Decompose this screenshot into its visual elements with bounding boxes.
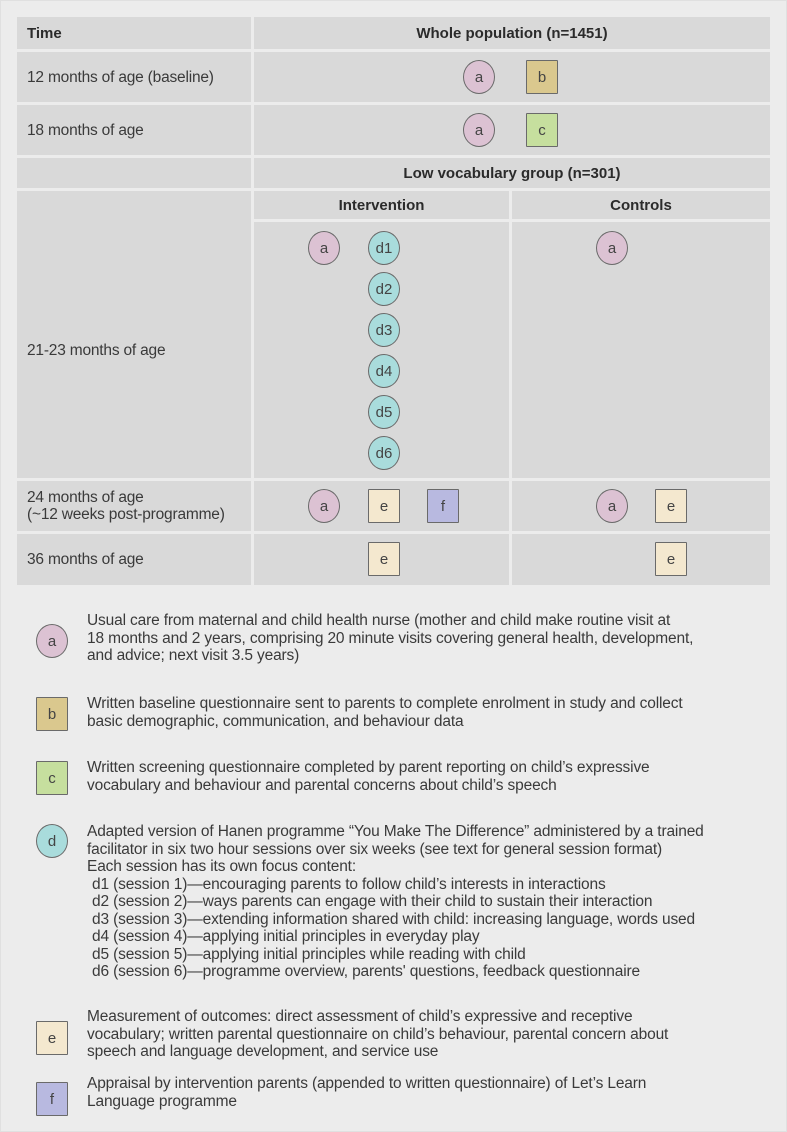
legend-a-circle-icon: a bbox=[36, 624, 68, 658]
legend-line: Written baseline questionnaire sent to parents to complete enrolment in study and collect bbox=[87, 695, 683, 712]
row-18-months-cell bbox=[254, 105, 770, 155]
row-24-controls-cell bbox=[512, 481, 770, 531]
legend-line: and advice; next visit 3.5 years) bbox=[87, 647, 300, 664]
mark-a-usual-care: a bbox=[463, 60, 495, 94]
session-d3: d3 (session 3)—extending information shared with child: increasing language, words used bbox=[92, 910, 695, 928]
row-label-24-months bbox=[17, 481, 251, 531]
header-intervention: Intervention bbox=[254, 191, 509, 219]
mark-e-outcome-measurement: e bbox=[655, 489, 687, 523]
row-label-21-23-months: 21-23 months of age bbox=[27, 341, 166, 359]
row-12-months-cell bbox=[254, 52, 770, 102]
session-list bbox=[92, 876, 704, 981]
header-low-vocab-group: Low vocabulary group (n=301) bbox=[254, 158, 770, 188]
legend-line: Language programme bbox=[87, 1092, 237, 1110]
mark-a-usual-care: a bbox=[596, 231, 628, 265]
legend-f-square-icon: f bbox=[36, 1082, 68, 1116]
row-label-12-months: 12 months of age (baseline) bbox=[17, 52, 251, 102]
legend-b-text bbox=[87, 695, 683, 730]
mark-a-usual-care: a bbox=[463, 113, 495, 147]
mark-a-usual-care: a bbox=[308, 231, 340, 265]
header-whole-population: Whole population (n=1451) bbox=[254, 17, 770, 49]
mark-a-usual-care: a bbox=[308, 489, 340, 523]
mark-c-screening-questionnaire: c bbox=[526, 113, 558, 147]
session-d6: d6 (session 6)—programme overview, parents' questions, feedback questionnaire bbox=[92, 963, 640, 980]
legend-line: facilitator in six two hour sessions over six weeks (see text for general session format) bbox=[87, 840, 663, 858]
header-time: Time bbox=[17, 17, 251, 49]
legend-line: vocabulary; written parental questionnaire on child’s behaviour, parental concern about bbox=[87, 1025, 669, 1043]
mark-e-outcome-measurement: e bbox=[655, 542, 687, 576]
legend-f-text bbox=[87, 1075, 646, 1110]
mark-d2-session: d2 bbox=[368, 272, 400, 306]
legend-line: Written screening questionnaire completed by parent reporting on child’s expressive bbox=[87, 759, 650, 776]
legend-d-circle-icon: d bbox=[36, 824, 68, 858]
legend-line: Adapted version of Hanen programme “You Make The Difference” administered by a trained bbox=[87, 823, 704, 840]
mark-e-outcome-measurement: e bbox=[368, 542, 400, 576]
mark-d1-session: d1 bbox=[368, 231, 400, 265]
mark-e-outcome-measurement: e bbox=[368, 489, 400, 523]
legend-a-text bbox=[87, 612, 693, 665]
row-21-23-intervention-cell bbox=[254, 222, 509, 478]
legend-e-square-icon: e bbox=[36, 1021, 68, 1055]
legend-line: vocabulary and behaviour and parental concerns about child’s speech bbox=[87, 776, 557, 794]
legend-line: Each session has its own focus content: bbox=[87, 858, 356, 875]
legend-line: Measurement of outcomes: direct assessment of child’s expressive and receptive bbox=[87, 1008, 633, 1025]
session-d2: d2 (session 2)—ways parents can engage with their child to sustain their interaction bbox=[92, 893, 653, 910]
row-21-23-controls-cell bbox=[512, 222, 770, 478]
mark-b-baseline-questionnaire: b bbox=[526, 60, 558, 94]
legend-d-text bbox=[87, 823, 704, 981]
legend-line: Usual care from maternal and child health nurse (mother and child make routine visit at bbox=[87, 612, 671, 629]
legend-line: Appraisal by intervention parents (appended to written questionnaire) of Let’s Learn bbox=[87, 1075, 647, 1092]
mark-d3-session: d3 bbox=[368, 313, 400, 347]
legend-c-square-icon: c bbox=[36, 761, 68, 795]
legend-line: speech and language development, and service use bbox=[87, 1043, 439, 1060]
row-36-controls-cell bbox=[512, 534, 770, 585]
legend-e-text bbox=[87, 1008, 668, 1061]
row-24-intervention-cell bbox=[254, 481, 509, 531]
mark-f-parent-appraisal: f bbox=[427, 489, 459, 523]
legend-c-text bbox=[87, 759, 650, 794]
mark-d4-session: d4 bbox=[368, 354, 400, 388]
row-label-36-months: 36 months of age bbox=[17, 534, 251, 585]
mark-d5-session: d5 bbox=[368, 395, 400, 429]
legend-line: basic demographic, communication, and behaviour data bbox=[87, 712, 464, 730]
session-d1: d1 (session 1)—encouraging parents to follow child’s interests in interactions bbox=[92, 875, 606, 893]
row-36-intervention-cell bbox=[254, 534, 509, 585]
row-label-24-line1: 24 months of age bbox=[27, 489, 144, 506]
legend-b-square-icon: b bbox=[36, 697, 68, 731]
mark-d6-session: d6 bbox=[368, 436, 400, 470]
row-label-18-months: 18 months of age bbox=[17, 105, 251, 155]
row-label-24-line2: (~12 weeks post-programme) bbox=[27, 506, 225, 523]
session-d5: d5 (session 5)—applying initial principles while reading with child bbox=[92, 945, 526, 963]
legend-line: 18 months and 2 years, comprising 20 minute visits covering general health, development, bbox=[87, 629, 694, 647]
header-controls: Controls bbox=[512, 191, 770, 219]
session-d4: d4 (session 4)—applying initial principles in everyday play bbox=[92, 928, 480, 945]
blank-cell bbox=[17, 158, 251, 188]
mark-a-usual-care: a bbox=[596, 489, 628, 523]
